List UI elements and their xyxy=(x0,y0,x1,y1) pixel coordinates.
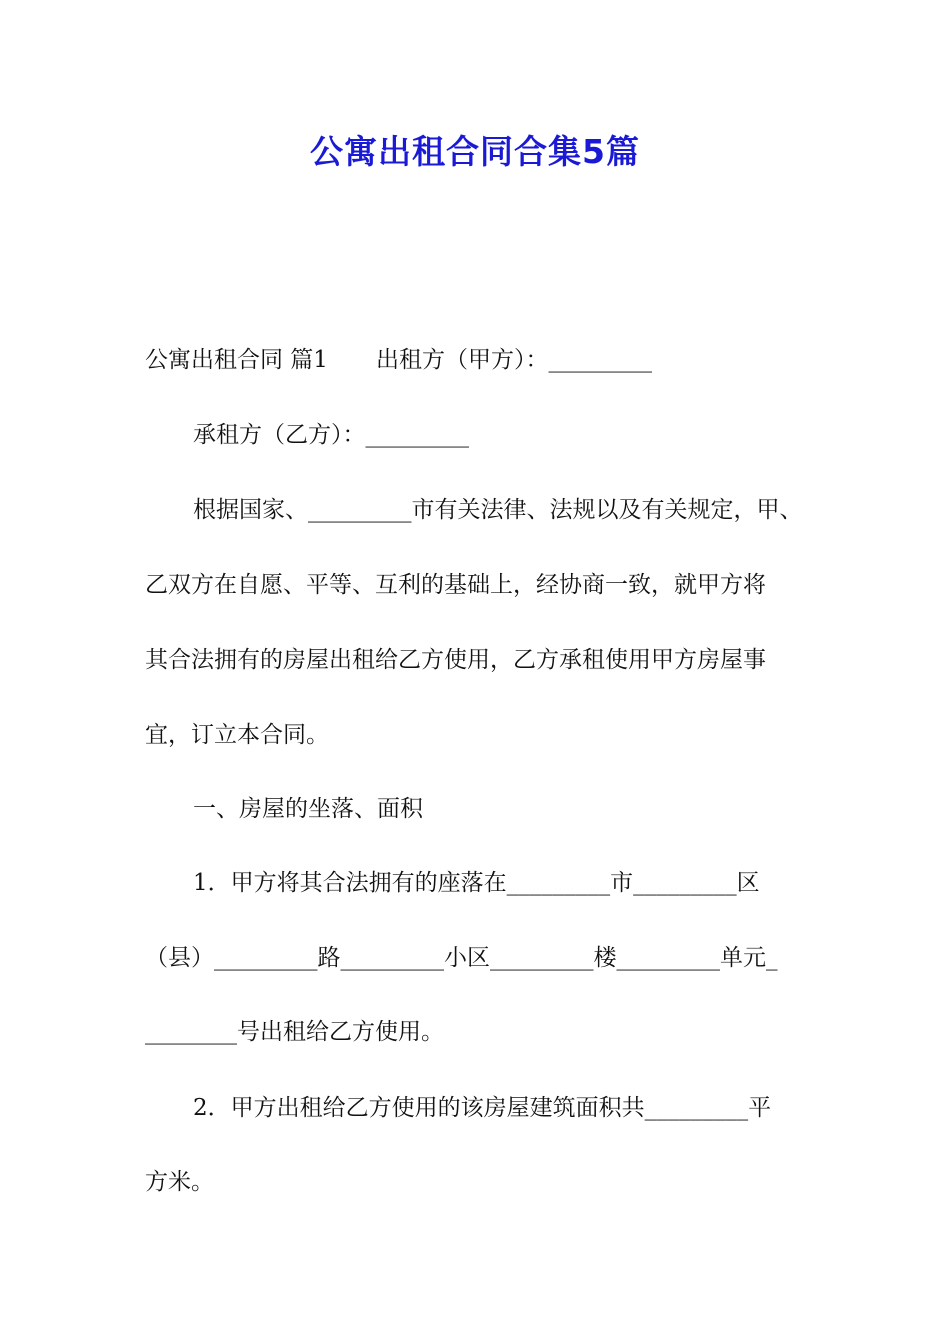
contract-heading: 公寓出租合同 篇1 xyxy=(145,347,328,373)
lessor-line: 出租方（甲方）：_________ xyxy=(375,347,652,373)
paragraph-line-1: 根据国家、_________市有关法律、法规以及有关规定，甲、 xyxy=(193,497,803,523)
section-heading: 一、房屋的坐落、面积 xyxy=(193,796,423,822)
clause-1-line-1: 1．甲方将其合法拥有的座落在_________市_________区 xyxy=(193,870,760,896)
clause-2-line-1: 2．甲方出租给乙方使用的该房屋建筑面积共_________平 xyxy=(193,1095,772,1121)
clause-2-line-2: 方米。 xyxy=(145,1169,214,1195)
paragraph-line-4: 宜，订立本合同。 xyxy=(145,722,329,748)
clause-1-line-2: （县）_________路_________小区_________楼_________单元_ xyxy=(145,945,778,971)
lessee-line: 承租方（乙方）：_________ xyxy=(193,422,469,448)
document-title: 公寓出租合同合集5篇 xyxy=(310,132,640,171)
contract-heading-line xyxy=(145,344,652,376)
paragraph-line-2: 乙双方在自愿、平等、互利的基础上，经协商一致，就甲方将 xyxy=(145,572,766,598)
paragraph-line-3: 其合法拥有的房屋出租给乙方使用，乙方承租使用甲方房屋事 xyxy=(145,647,766,673)
clause-1-line-3: ________号出租给乙方使用。 xyxy=(145,1019,444,1045)
